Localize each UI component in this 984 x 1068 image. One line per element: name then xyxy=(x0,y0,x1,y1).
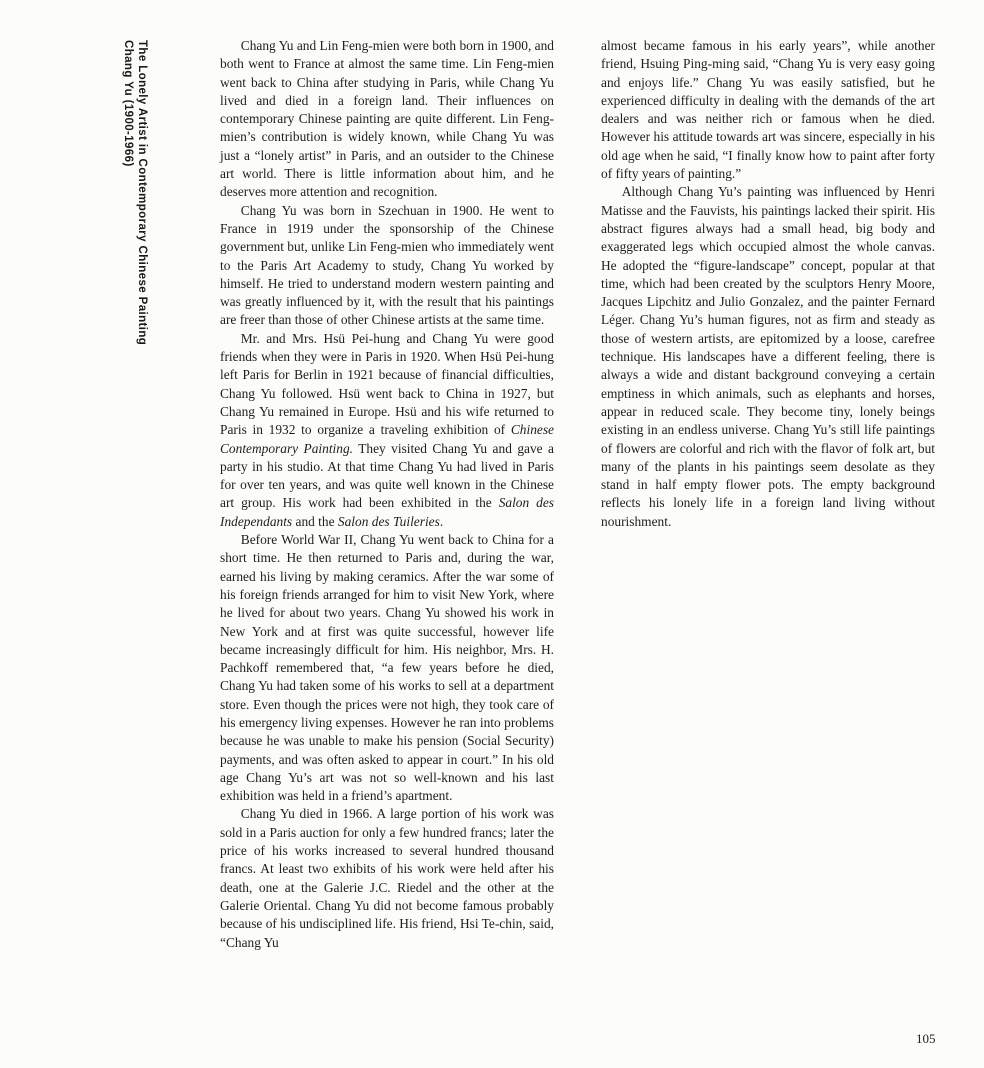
paragraph: almost became famous in his early years”, while another friend, Hsuing Ping-ming said, “Chang Yu is very easy going and enjoys life.” Chang Yu was easily satisfied, but he experienced difficulty in dealing with the demands of the art dealers and was neither rich or famous when he died. However his attitude towards art was sincere, especially in his old age when he said, “I finally know how to paint after forty of fifty years of painting.” xyxy=(601,38,935,182)
paragraph: Chang Yu and Lin Feng-mien were both born in 1900, and both went to France at almost the same time. Lin Feng-mien went back to China after studying in Paris, while Chang Yu lived and died in a foreign land. Their influences on contemporary Chinese painting are quite different. Lin Feng-mien’s contribution is widely known, while Chang Yu was just a “lonely artist” in Paris, and an outsider to the Chinese art world. There is little information about him, and he deserves more attention and recognition. xyxy=(220,38,554,200)
paragraph: Before World War II, Chang Yu went back to China for a short time. He then returned to Paris and, during the war, earned his living by making ceramics. After the war some of his foreign friends arranged for him to visit New York, where he lived for about two years. Chang Yu showed his work in New York and at first was quite successful, however life became increasingly difficult for him. His neighbor, Mrs. H. Pachkoff remembered that, “a few years before he died, Chang Yu had taken some of his works to sell at a department store. Even though the prices were not high, they took care of his emergency living expenses. However he ran into problems because he was unable to make his pension (Social Security) payments, and was often asked to appear in court.” In his old age Chang Yu’s art was not so well-known and his last exhibition was held in a friend’s apartment. xyxy=(220,532,554,804)
text-column-right xyxy=(601,37,935,531)
paragraph: Chang Yu was born in Szechuan in 1900. He went to France in 1919 under the sponsorship of the Chinese government but, unlike Lin Feng-mien who immediately went to the Paris Art Academy to study, Chang Yu worked by himself. He tried to understand modern western painting and was greatly influenced by it, with the result that his paintings are freer than those of other Chinese artists at the same time. xyxy=(220,202,554,328)
paragraph: Although Chang Yu’s painting was influenced by Henri Matisse and the Fauvists, his paintings lacked their spirit. His abstract figures always had a small head, big body and exaggerated legs which occupied almost the whole canvas. He adopted the “figure-landscape” concept, popular at that time, which had been created by the sculptors Henry Moore, Jacques Lipchitz and Julio Gonzalez, and the painter Fernard Léger. Chang Yu’s human figures, not as firm and steady as those of western artists, are epitomized by a loose, carefree technique. His landscapes have a different feeling, there is always a wide and distant background conveying a certain emptiness in which animals, such as elephants and horses, appear in reduced scale. They become tiny, lonely beings existing in an endless universe. Chang Yu’s still life paintings of flowers are colorful and rich with the flavor of folk art, but many of the plants in his paintings seem desolate as they stand in half empty flower pots. The empty background reflects his lonely life in a foreign land living without nourishment. xyxy=(601,184,935,529)
vertical-title xyxy=(121,40,149,345)
vertical-title-line-1: Chang Yu (1900-1966) xyxy=(122,40,134,167)
paragraph: Chang Yu died in 1966. A large portion of his work was sold in a Paris auction for only a few hundred francs; later the price of his works increased to several hundred thousand francs. At least two exhibits of his work were held after his death, one at the Galerie J.C. Riedel and the other at the Galerie Oriental. Chang Yu did not become famous probably because of his undisciplined life. His friend, Hsi Te-chin, said, “Chang Yu xyxy=(220,806,554,950)
text-column-left xyxy=(220,37,554,952)
vertical-title-line-2: The Lonely Artist in Contemporary Chinese Painting xyxy=(136,40,148,346)
paragraph: Mr. and Mrs. Hsü Pei-hung and Chang Yu were good friends when they were in Paris in 1920. When Hsü Pei-hung left Paris for Berlin in 1921 because of financial difficulties, Chang Yu followed. Hsü went back to China in 1927, but Chang Yu remained in Europe. Hsü and his wife returned to Paris in 1932 to organize a traveling exhibition of Chinese Contemporary Painting. They visited Chang Yu and gave a party in his studio. At that time Chang Yu had lived in Paris for over ten years, and was quite well known in the Chinese art group. His work had been exhibited in the Salon des Independants and the Salon des Tuileries. xyxy=(220,330,554,529)
page-number: 105 xyxy=(916,1031,936,1046)
